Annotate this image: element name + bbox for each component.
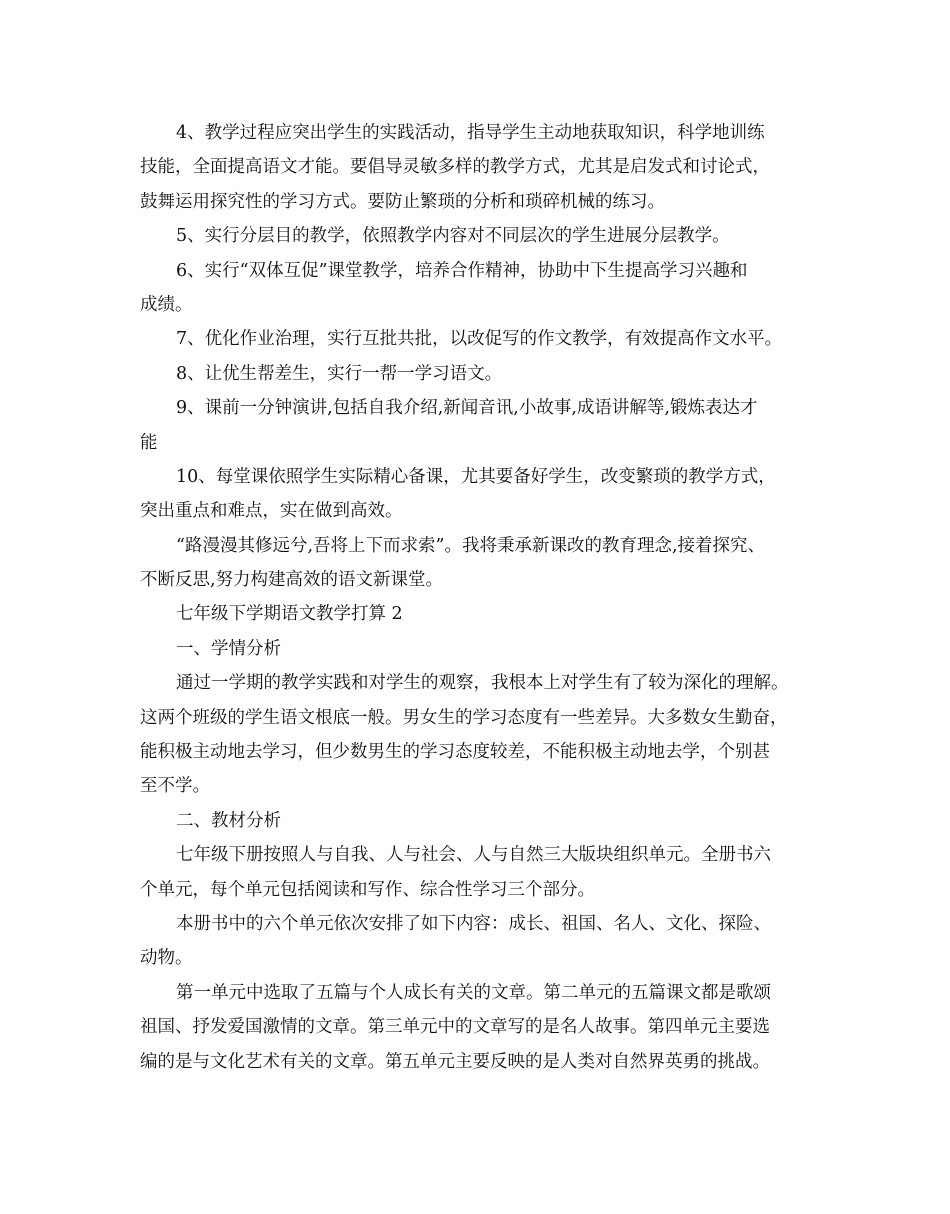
- text-line: 二、教材分析: [176, 810, 281, 831]
- text-line: 鼓舞运用探究性的学习方式。要防止繁琐的分析和琐碎机械的练习。: [140, 191, 665, 212]
- document-page: [140, 116, 814, 1079]
- text-line: 一、学情分析: [176, 638, 281, 659]
- text-line: 通过一学期的教学实践和对学生的观察，我根本上对学生有了较为深化的理解。: [176, 673, 789, 694]
- document-body: [140, 116, 814, 1079]
- text-line: 技能，全面提高语文才能。要倡导灵敏多样的教学方式，尤其是启发式和讨论式，: [140, 157, 770, 178]
- text-line: 能积极主动地去学习，但少数男生的学习态度较差，不能积极主动地去学，个别甚: [140, 742, 770, 763]
- text-line: 动物。: [140, 948, 193, 969]
- text-line: 突出重点和难点，实在做到高效。: [140, 501, 403, 522]
- text-line: 5、实行分层目的教学，依照教学内容对不同层次的学生进展分层教学。: [176, 226, 730, 247]
- text-line: 能: [140, 432, 158, 453]
- text-line: 7、优化作业治理，实行互批共批，以改促写的作文教学，有效提高作文水平。: [176, 329, 783, 350]
- text-line: 不断反思,努力构建高效的语文新课堂。: [140, 570, 444, 591]
- text-line: “路漫漫其修远兮,吾将上下而求索”。我将秉承新课改的教育理念,接着探究、: [176, 535, 766, 556]
- text-line: 这两个班级的学生语文根底一般。男女生的学习态度有一些差异。大多数女生勤奋，: [140, 707, 788, 728]
- text-line: 6、实行“双体互促”课堂教学，培养合作精神，协助中下生提高学习兴趣和: [176, 260, 748, 281]
- text-line: 本册书中的六个单元依次安排了如下内容：成长、祖国、名人、文化、探险、: [176, 913, 771, 934]
- text-line: 个单元，每个单元包括阅读和写作、综合性学习三个部分。: [140, 879, 595, 900]
- text-line: 成绩。: [140, 294, 193, 315]
- text-line: 编的是与文化艺术有关的文章。第五单元主要反映的是人类对自然界英勇的挑战。: [140, 1051, 770, 1072]
- text-line: 8、让优生帮差生，实行一帮一学习语文。: [176, 363, 503, 384]
- text-line: 七年级下学期语文教学打算 2: [176, 604, 403, 625]
- text-line: 七年级下册按照人与自我、人与社会、人与自然三大版块组织单元。全册书六: [176, 845, 771, 866]
- text-line: 至不学。: [140, 776, 210, 797]
- text-line: 祖国、抒发爱国激情的文章。第三单元中的文章写的是名人故事。第四单元主要选: [140, 1017, 770, 1038]
- text-line: 4、教学过程应突出学生的实践活动，指导学生主动地获取知识，科学地训练: [176, 123, 765, 143]
- text-line: 9、课前一分钟演讲,包括自我介绍,新闻音讯,小故事,成语讲解等,锻炼表达才: [176, 398, 758, 419]
- text-line: 第一单元中选取了五篇与个人成长有关的文章。第二单元的五篇课文都是歌颂: [176, 982, 771, 1003]
- text-line: 10、每堂课依照学生实际精心备课，尤其要备好学生，改变繁琐的教学方式，: [176, 466, 776, 487]
